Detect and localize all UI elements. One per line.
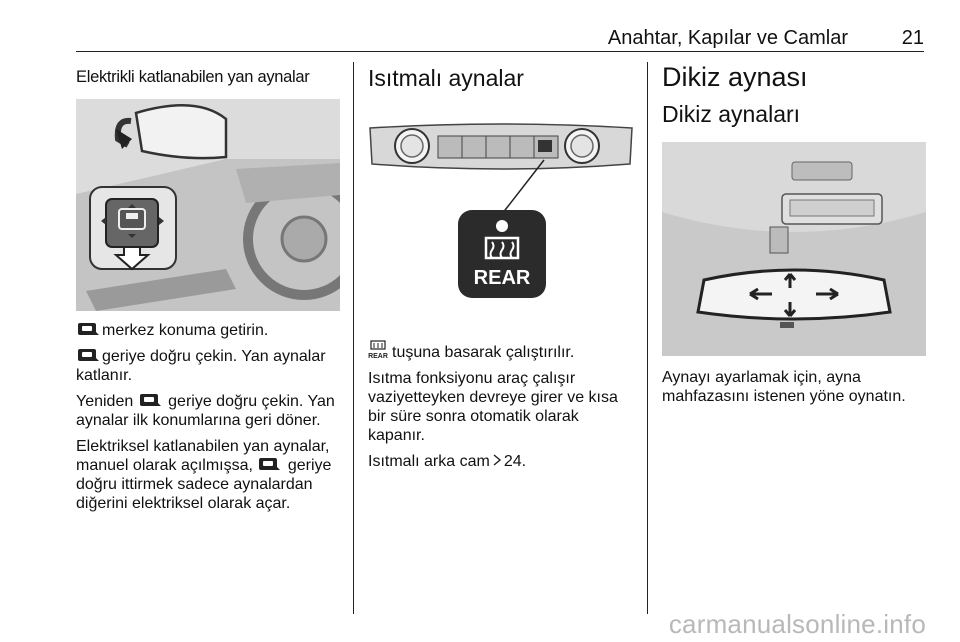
cross-reference-arrow-icon: [492, 453, 502, 467]
subheading-rearview-mirrors: Dikiz aynaları: [662, 101, 801, 127]
section-heading-folding-mirrors: Elektrikli katlanabilen yan aynalar: [76, 68, 310, 86]
column-heated-mirrors: [368, 62, 634, 478]
mirror-fold-switch-icon: [76, 348, 100, 364]
rear-window-heating-icon: [368, 340, 390, 360]
section-heading-heated-mirrors: Isıtmalı aynalar: [368, 65, 524, 91]
rear-button-label: REAR: [473, 267, 531, 289]
figure-climate-control-panel: [368, 122, 634, 322]
paragraph-manual-opened: Elektriksel katlanabilen yan aynalar, manuel olarak açılmışsa, geriye doğru ittirmek sadece aynalardan diğerini elektriksel olarak açar.: [76, 438, 332, 512]
column-rearview-mirror: [662, 62, 926, 413]
section-heading-rearview-mirror: Dikiz aynası: [662, 62, 808, 92]
paragraph-again: Yeniden geriye doğru çekin. Yan aynalar ilk konumlarına geri döner.: [76, 393, 335, 429]
paragraph-adjust-mirror: Aynayı ayarlamak için, ayna mahfazasını istenen yöne oynatın.: [662, 369, 906, 405]
watermark-text: carmanualsonline.info: [668, 609, 926, 639]
paragraph-heated-rear-window: Isıtmalı arka cam 24.: [368, 453, 527, 470]
column-divider-left: [353, 62, 354, 614]
header-rule: [76, 51, 924, 52]
figure-rearview-mirror: [662, 142, 926, 356]
rear-icon-caption: REAR: [368, 353, 388, 360]
page-number: 21: [901, 27, 924, 49]
mirror-fold-switch-icon: [138, 393, 162, 409]
paragraph-rear-activate: REAR tuşuna basarak çalıştırılır.: [368, 340, 634, 362]
paragraph-center-position: merkez konuma getirin.: [76, 321, 342, 340]
paragraph-pull-back: geriye doğru çekin. Yan aynalar katlanır.: [76, 348, 326, 384]
mirror-fold-switch-icon: [76, 322, 100, 338]
column-folding-mirrors: [76, 62, 342, 520]
column-divider-right: [647, 62, 648, 614]
paragraph-heating-function: Isıtma fonksiyonu araç çalışır vaziyetteyken devreye girer ve kısa bir süre sonra otomatik olarak kapanır.: [368, 370, 618, 444]
mirror-fold-switch-icon: [257, 457, 281, 473]
figure-mirror-fold-switch: [76, 99, 340, 311]
header-title: Anahtar, Kapılar ve Camlar: [607, 27, 848, 49]
